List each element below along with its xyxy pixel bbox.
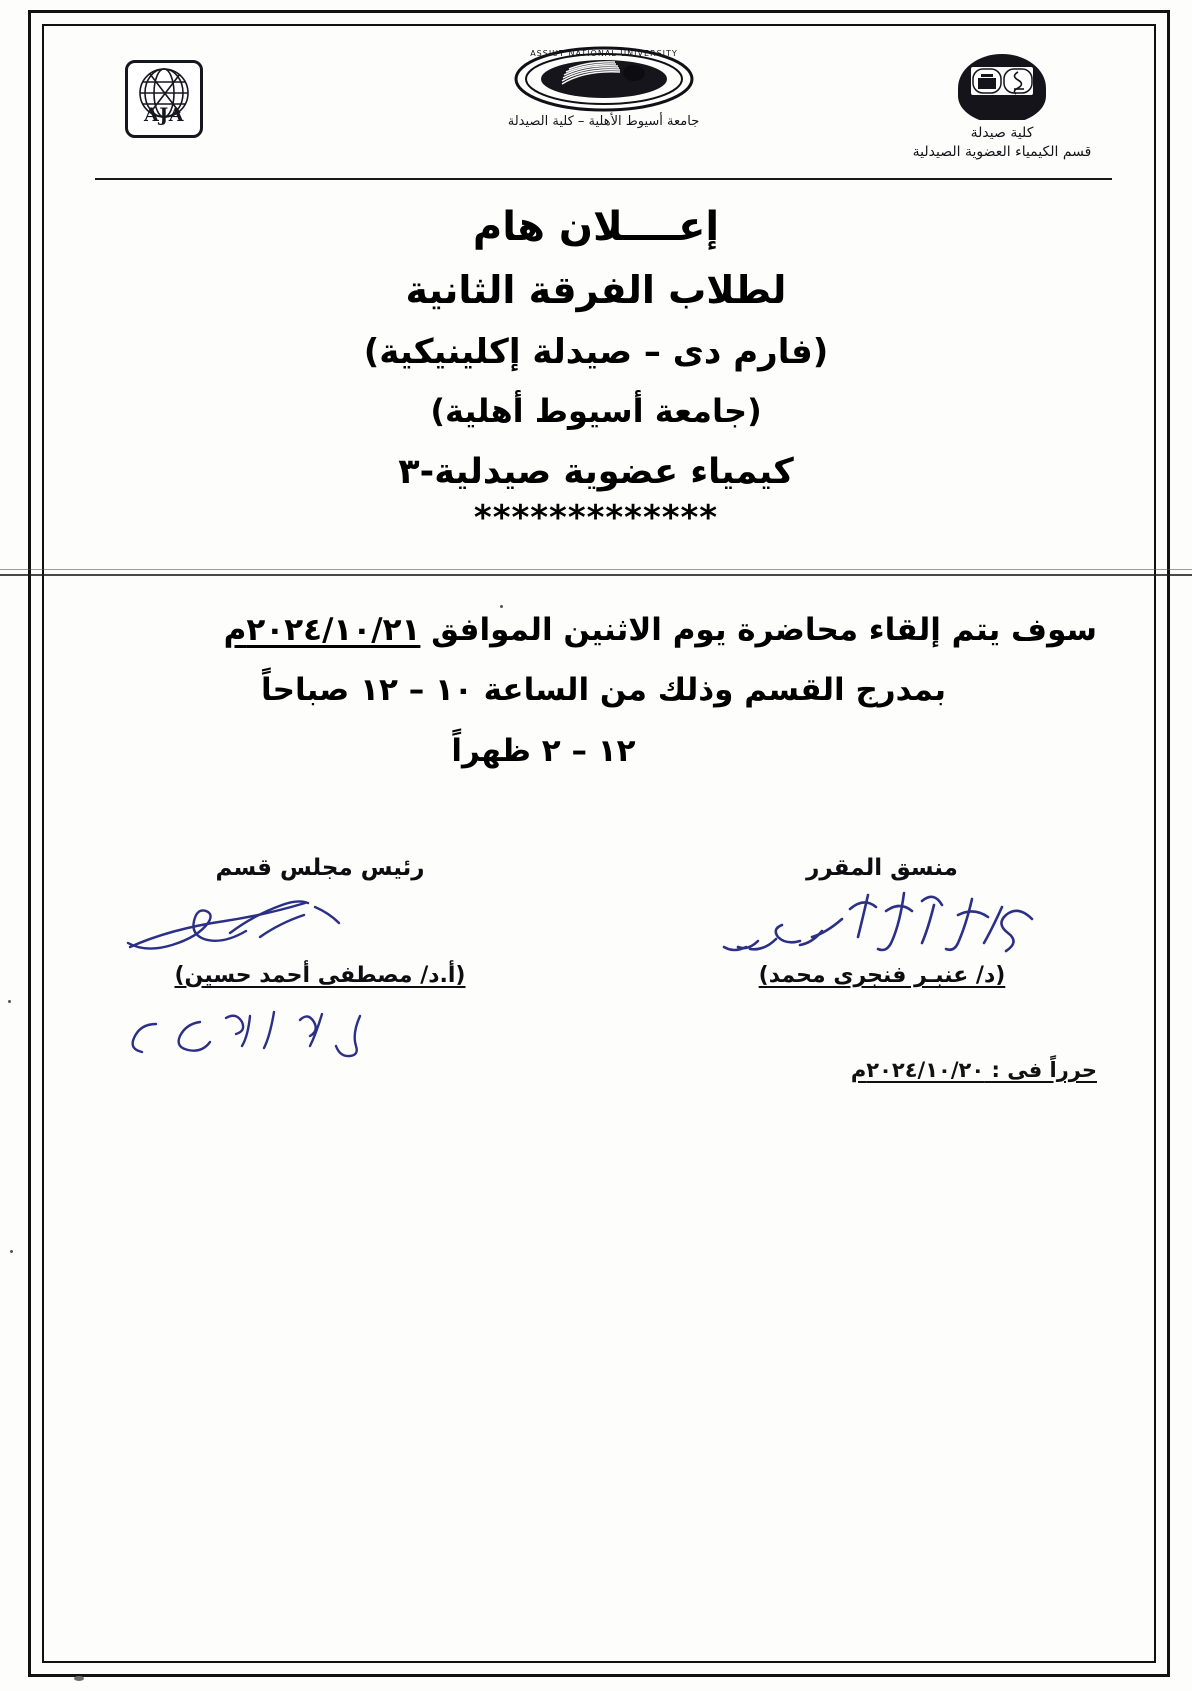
scan-speck	[74, 1676, 84, 1681]
university-seal-icon	[514, 46, 694, 112]
department-name: قسم الكيمياء العضوية الصيدلية	[912, 143, 1092, 160]
university-line: (جامعة أسيوط أهلية)	[430, 392, 762, 430]
corner-mark-top-left	[28, 10, 57, 39]
handwritten-annotation-icon	[60, 1000, 390, 1070]
scan-speck	[10, 1250, 13, 1253]
body-line-1-text: سوف يتم إلقاء محاضرة يوم الاثنين الموافق	[420, 612, 1097, 648]
scan-speck	[8, 1000, 11, 1003]
lecture-date: ٢٠٢٤/١٠/٢١م	[223, 612, 421, 648]
document-header	[95, 42, 1112, 192]
audience-line: لطلاب الفرقة الثانية	[405, 268, 787, 312]
handwritten-signature-icon	[110, 885, 440, 963]
coordinator-signature	[672, 855, 1092, 988]
body-line-1	[110, 600, 1097, 660]
corner-mark-bottom-right	[1141, 1648, 1170, 1677]
pharmacy-emblem-icon	[948, 48, 1056, 120]
announcement-body	[110, 600, 1097, 781]
coordinator-ink	[672, 885, 1092, 963]
body-line-3: ١٢ – ٢ ظهراً	[451, 732, 636, 769]
scan-streak-artifact	[0, 574, 1192, 576]
university-seal-caption: جامعة أسيوط الأهلية – كلية الصيدلة	[507, 114, 700, 129]
aja-logo-text: AJA	[144, 104, 184, 126]
announcement-title: إعــــلان هام	[472, 204, 720, 250]
body-line-2: بمدرج القسم وذلك من الساعة ١٠ – ١٢ صباحاً	[261, 672, 946, 709]
department-head-ink	[110, 885, 530, 963]
program-line: (فارم دى – صيدلة إكلينيكية)	[363, 332, 829, 372]
corner-mark-bottom-left	[28, 1648, 57, 1677]
pharmacy-faculty-emblem	[892, 48, 1112, 162]
faculty-name: كلية صيدلة	[970, 125, 1034, 141]
coordinator-role: منسق المقرر	[806, 855, 958, 881]
corner-mark-top-right	[1141, 10, 1170, 39]
title-block	[60, 196, 1132, 538]
svg-text:ASSIUT NATIONAL UNIVERSITY: ASSIUT NATIONAL UNIVERSITY	[529, 49, 678, 58]
university-seal	[504, 46, 704, 151]
course-line: كيمياء عضوية صيدلية-٣	[398, 452, 794, 492]
coordinator-name: (د/ عنبـر فنجرى محمد)	[758, 963, 1006, 988]
department-head-signature	[110, 855, 530, 988]
scan-streak-artifact	[0, 569, 1192, 570]
handwritten-signature-icon	[672, 885, 1072, 975]
header-divider	[95, 178, 1112, 180]
asterisk-separator: *************	[473, 498, 719, 538]
department-head-name: (أ.د/ مصطفى أحمد حسين)	[174, 963, 466, 988]
aja-logo	[125, 60, 203, 138]
written-on-date: حرراً فى : ٢٠٢٤/١٠/٢٠م	[850, 1058, 1097, 1082]
department-head-extra-scribble	[60, 1000, 390, 1070]
department-head-role: رئيس مجلس قسم	[215, 855, 425, 881]
